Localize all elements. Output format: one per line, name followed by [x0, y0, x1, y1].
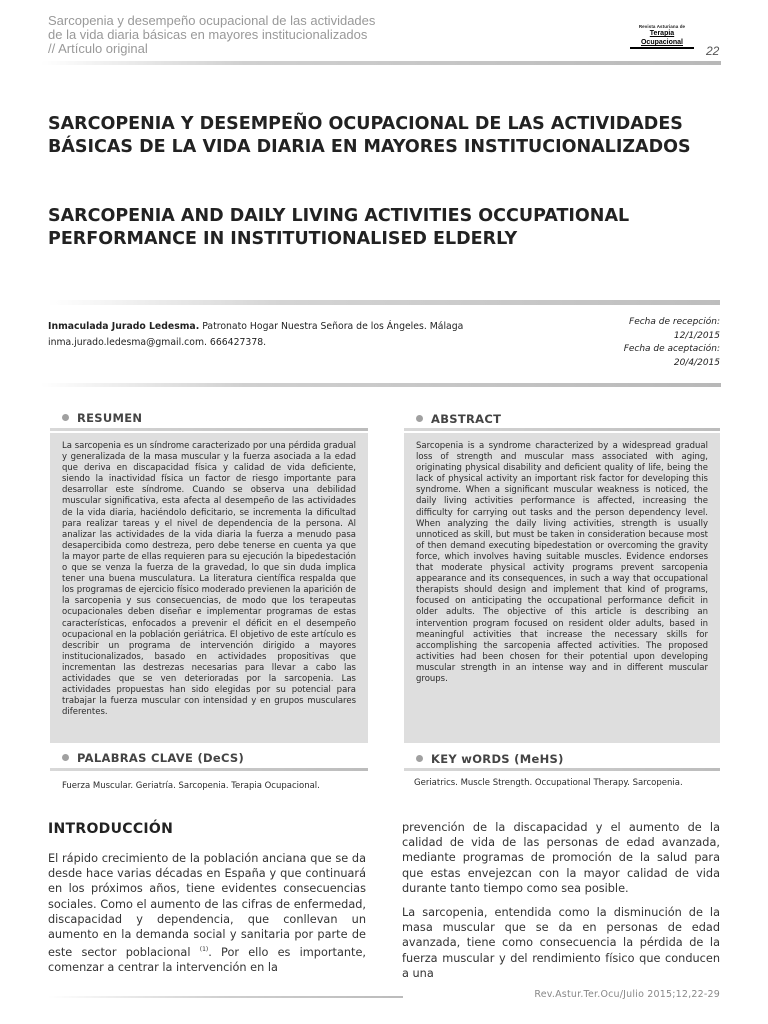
- header-rule: [41, 61, 721, 65]
- resumen-heading-text: RESUMEN: [77, 411, 143, 425]
- received-date: 12/1/2015: [673, 330, 720, 341]
- running-header: [48, 14, 428, 56]
- bullet-dot-icon: [416, 755, 423, 762]
- intro-left-column: [48, 851, 366, 984]
- resumen-rule: [50, 428, 368, 431]
- journal-logo-line-1: Revista Asturiana de: [638, 24, 686, 29]
- abstract-text: Sarcopenia is a syndrome characterized by a widespread gradual loss of strength and muscular mass associated with aging, originating physical disability and deficient quality of life, being the lack of physical activity an important risk factor for developing this syndrome. When a significant muscular weakness is noticed, the daily living activities performance is affected, increasing the difficulty for carrying out tasks and the person dependency level. When analyzing the daily living activities, strength is usually unnoticed as skill, but must be taken in consideration because most of then demand executing bipedestation or overcoming the gravity force, which involves having suitable muscles. Evidence endorses that moderate physical activity programs prevent sarcopenia appearance and its consequences, in such a way that occupational therapists should design and implement that kind of programs, focused on anticipating the occupational performance deficit in older adults. The objective of this article is describing an intervention program focused on resident older adults, based in meaningful activities that increase the necessary skills for accomplishing the sarcopenia affected activities. The proposed activities had been chosen for their potential upon developing muscular strength in an intense way and in different muscular groups.: [416, 441, 708, 684]
- running-header-line-2: de la vida diaria básicas en mayores institucionalizados: [48, 27, 368, 42]
- citation-ref: (1): [199, 946, 209, 954]
- abstract-box: [404, 433, 720, 743]
- title-rule: [48, 300, 720, 305]
- author-rule: [41, 383, 721, 387]
- palabras-clave-heading-text: PALABRAS CLAVE (DeCS): [77, 751, 245, 765]
- accepted-date: 20/4/2015: [673, 357, 720, 368]
- intro-paragraph: [48, 851, 366, 975]
- received-label: Fecha de recepción:: [629, 317, 720, 327]
- author-contact: inma.jurado.ledesma@gmail.com. 666427378.: [48, 337, 267, 348]
- accepted-label: Fecha de aceptación:: [623, 344, 720, 354]
- bullet-dot-icon: [416, 415, 423, 422]
- intro-paragraph: La sarcopenia, entendida como la disminución de la masa muscular que se da en personas de edad avanzada, tiene como consecuencia la pérdida de la fuerza muscular y del rendimiento físico que conducen a una: [402, 906, 720, 980]
- title-spanish: SARCOPENIA Y DESEMPEÑO OCUPACIONAL DE LAS ACTIVIDADES BÁSICAS DE LA VIDA DIARIA EN MAYORES INSTITUCIONALIZADOS: [48, 114, 691, 157]
- author-block: [48, 319, 588, 351]
- keywords-rule: [404, 768, 720, 771]
- abstract-rule: [404, 428, 720, 431]
- bullet-dot-icon: [62, 754, 69, 761]
- palabras-clave-rule: [50, 768, 368, 771]
- palabras-clave-heading: [62, 751, 244, 765]
- abstract-heading: [416, 412, 501, 426]
- introduccion-heading: INTRODUCCIÓN: [48, 821, 174, 837]
- keywords-heading: [416, 752, 564, 766]
- abstract-heading-text: ABSTRACT: [431, 412, 502, 426]
- keywords-text: Geriatrics. Muscle Strength. Occupational Therapy. Sarcopenia.: [414, 778, 683, 788]
- dates-block: [560, 316, 720, 370]
- bullet-dot-icon: [62, 414, 69, 421]
- author-name: Inmaculada Jurado Ledesma.: [48, 321, 200, 332]
- resumen-heading: [62, 411, 142, 425]
- intro-text-before-ref: El rápido crecimiento de la población anciana que se da desde hace varias décadas en España y que continuará en los próximos años, tiene evidentes consecuencias sociales. Como el aumento de las cifras de enfermedad, discapacidad y dependencia, que conllevan un aumento en la demanda social y sanitaria por parte de este sector poblacional: [48, 852, 366, 959]
- intro-paragraph: prevención de la discapacidad y el aumento de la calidad de vida de las personas de edad avanzada, mediante programas de promoción de la salud para que estas envejezcan con la mayor calidad de vida durante tanto tiempo como sea posible.: [402, 821, 720, 895]
- running-header-line-3: // Artículo original: [48, 41, 148, 56]
- author-affiliation: Patronato Hogar Nuestra Señora de los Ángeles. Málaga: [199, 321, 464, 332]
- title-english: SARCOPENIA AND DAILY LIVING ACTIVITIES OCCUPATIONAL PERFORMANCE IN INSTITUTIONALISED ELDERLY: [48, 206, 630, 249]
- journal-logo: [630, 24, 694, 46]
- keywords-heading-text: KEY wORDS (MeHS): [431, 752, 564, 766]
- page-number: 22: [706, 44, 720, 58]
- resumen-text: La sarcopenia es un síndrome caracterizado por una pérdida gradual y generalizada de la masa muscular y la fuerza asociada a la edad que deriva en discapacidad física y calidad de vida deficiente, siendo la inactividad física un factor de riesgo importante para desarrollar este síndrome. Cuando se observa una debilidad muscular significativa, esta afecta al desempeño de las actividades de la vida diaria, haciéndolo deficitario, se incrementa la dificultad para realizar tareas y el nivel de dependencia de la persona. Al analizar las actividades de la vida diaria la fuerza a menudo pasa desapercibida como destreza, pero debe tenerse en cuenta ya que la mayor parte de ellas requieren para su ejecución la bipedestación o que se venza la fuerza de la gravedad, lo que sin duda implica tener una buena musculatura. La literatura científica respalda que los programas de ejercicio físico moderado previenen la aparición de la sarcopenia y sus consecuencias, de modo que los terapeutas ocupacionales deben diseñar e implementar programas de estas características, enfocados a prevenir el déficit en el desempeño ocupacional en la población geriátrica. El objetivo de este artículo es describir un programa de intervención dirigido a mayores institucionalizados, basado en actividades propositivas que incrementan las destrezas necesarias para llevar a cabo las actividades que se ven deterioradas por la sarcopenia. Las actividades propuestas han sido elegidas por su potencial para trabajar la fuerza muscular con intensidad y en grupos musculares diferentes.: [62, 441, 356, 718]
- resumen-box: [50, 433, 368, 743]
- palabras-clave-text: Fuerza Muscular. Geriatría. Sarcopenia. Terapia Ocupacional.: [62, 781, 320, 791]
- journal-logo-line-2: Terapia Ocupacional: [630, 29, 694, 49]
- intro-text-after-ref: . Por ello es importante, comenzar a centrar la intervención en la: [48, 945, 367, 975]
- footer-rule: [48, 996, 403, 998]
- intro-right-column: [402, 820, 720, 990]
- footer-citation: Rev.Astur.Ter.Ocu/Julio 2015;12,22-29: [534, 989, 720, 1000]
- running-header-line-1: Sarcopenia y desempeño ocupacional de las actividades: [48, 13, 376, 28]
